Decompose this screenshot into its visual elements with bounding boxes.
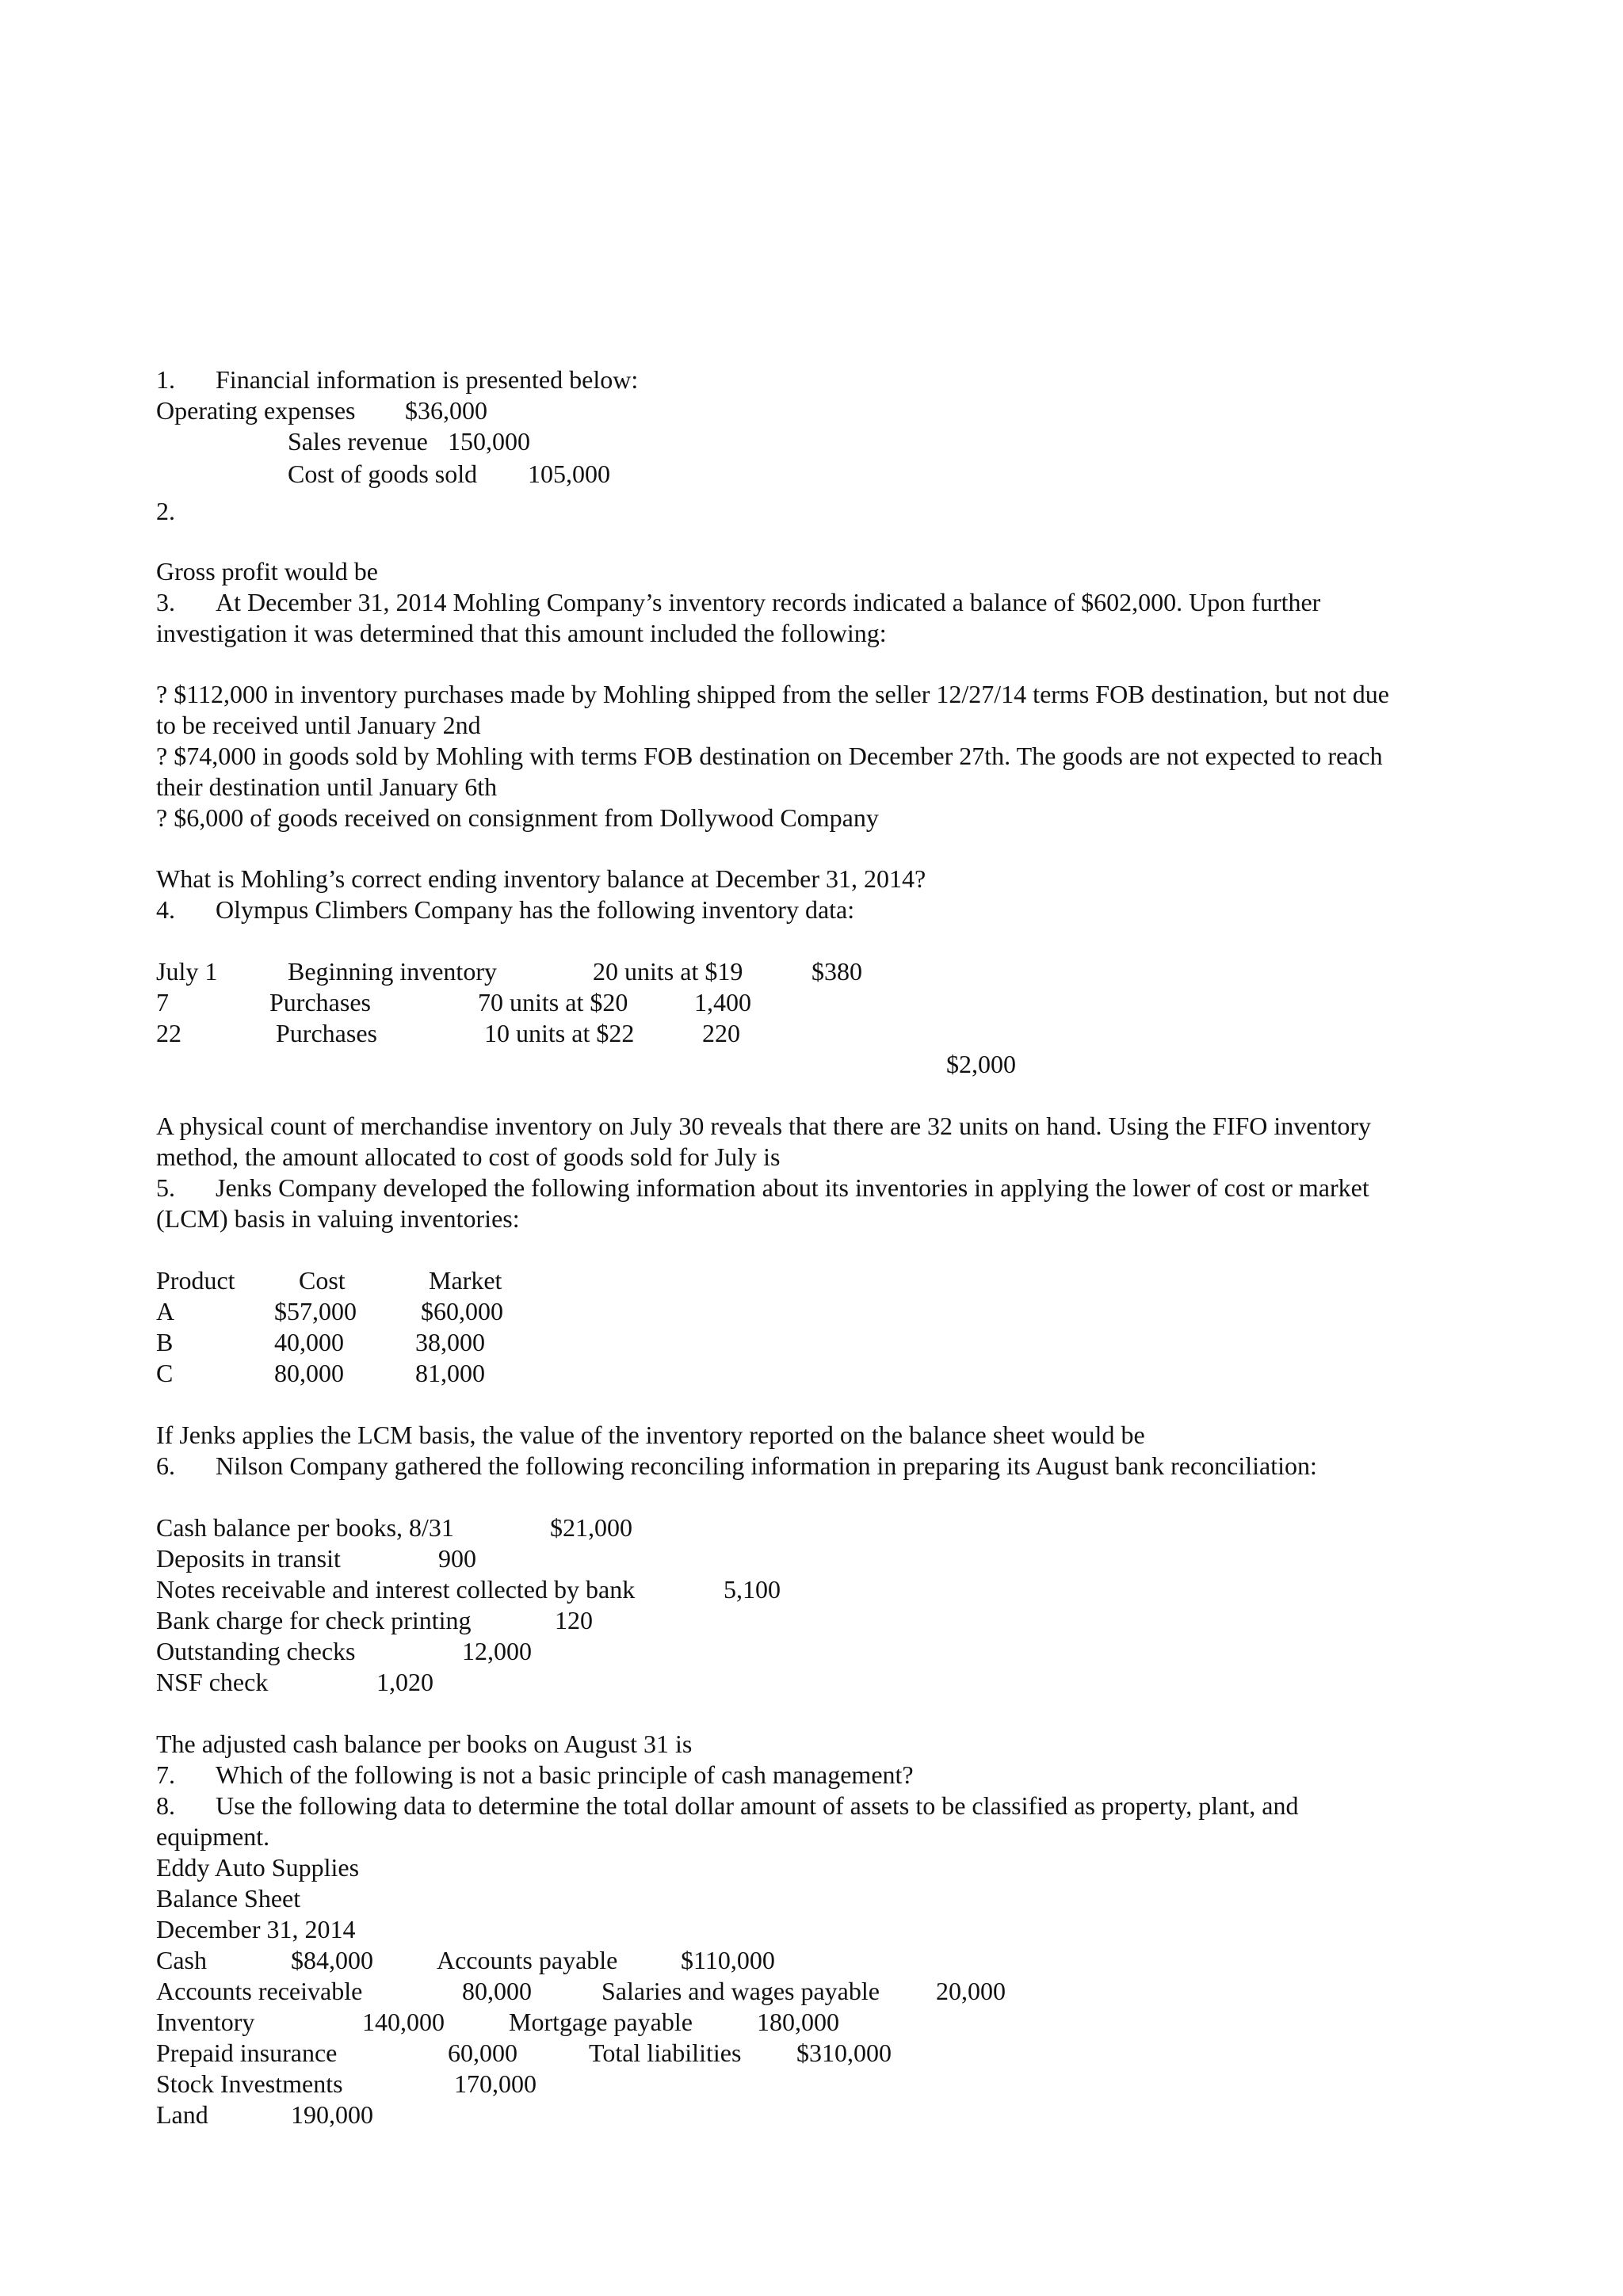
q8-prepaid-insurance-label: Prepaid insurance [156, 2039, 338, 2067]
q3-question: What is Mohling’s correct ending inventory balance at December 31, 2014? [156, 864, 926, 893]
q8-statement: Balance Sheet [156, 1884, 301, 1913]
q1-cogs-value: 105,000 [528, 460, 610, 488]
q6-row1-value: $21,000 [550, 1513, 632, 1542]
q6-row1-label: Cash balance per books, 8/31 [156, 1513, 454, 1542]
q4-question-line2: method, the amount allocated to cost of goods sold for July is [156, 1142, 781, 1171]
q4-row3-amount: 220 [702, 1019, 740, 1047]
q3-bullet1-line1: ? $112,000 in inventory purchases made by Mohling shipped from the seller 12/27/14 terms FOB destination, but not due [156, 680, 1389, 708]
q6-row3-label: Notes receivable and interest collected by bank [156, 1575, 636, 1604]
q5-row-b-cost: 40,000 [274, 1328, 344, 1356]
q5-row-b-product: B [156, 1328, 174, 1356]
q5-row-c-product: C [156, 1359, 174, 1387]
q3-number: 3. [156, 588, 175, 616]
q8-land-value: 190,000 [291, 2100, 373, 2129]
q6-row4-label: Bank charge for check printing [156, 1606, 472, 1634]
q7-text: Which of the following is not a basic principle of cash management? [216, 1760, 914, 1789]
q5-header-cost: Cost [299, 1266, 346, 1295]
q8-accounts-receivable-value: 80,000 [462, 1977, 532, 2005]
q5-row-a-market: $60,000 [421, 1297, 503, 1325]
q6-row3-value: 5,100 [724, 1575, 781, 1604]
q5-row-c-market: 81,000 [415, 1359, 485, 1387]
q5-header-market: Market [429, 1266, 502, 1295]
q1-sales-revenue-value: 150,000 [448, 427, 530, 456]
q4-row2-units: 70 units at $20 [478, 988, 628, 1016]
q8-accounts-payable-label: Accounts payable [437, 1946, 618, 1974]
q6-row5-label: Outstanding checks [156, 1637, 356, 1665]
q4-row3-date: 22 [156, 1019, 181, 1047]
q8-total-liabilities-label: Total liabilities [589, 2039, 742, 2067]
q8-line2: equipment. [156, 1822, 270, 1851]
q6-question: The adjusted cash balance per books on August 31 is [156, 1730, 693, 1758]
q4-text: Olympus Climbers Company has the following inventory data: [216, 895, 855, 924]
q4-question-line1: A physical count of merchandise inventory on July 30 reveals that there are 32 units on hand. Using the FIFO inventory [156, 1112, 1372, 1140]
q5-row-c-cost: 80,000 [274, 1359, 344, 1387]
q4-row1-date: July 1 [156, 957, 218, 986]
q8-cash-label: Cash [156, 1946, 207, 1974]
q8-inventory-value: 140,000 [362, 2008, 445, 2036]
q6-text: Nilson Company gathered the following reconciling information in preparing its August bank reconciliation: [216, 1451, 1317, 1480]
q5-row-a-cost: $57,000 [274, 1297, 357, 1325]
q3-bullet2-line2: their destination until January 6th [156, 772, 498, 801]
q4-row1-amount: $380 [812, 957, 862, 986]
q3-line2: investigation it was determined that this amount included the following: [156, 619, 887, 647]
q8-mortgage-payable-value: 180,000 [757, 2008, 839, 2036]
q5-header-product: Product [156, 1266, 235, 1295]
q5-line1: Jenks Company developed the following information about its inventories in applying the lower of cost or market [216, 1173, 1369, 1202]
q4-row1-units: 20 units at $19 [593, 957, 743, 986]
q8-date: December 31, 2014 [156, 1915, 356, 1943]
q5-number: 5. [156, 1173, 175, 1202]
q4-row2-date: 7 [156, 988, 169, 1016]
q3-line1: At December 31, 2014 Mohling Company’s inventory records indicated a balance of $602,000. Upon further [216, 588, 1321, 616]
q3-bullet3: ? $6,000 of goods received on consignment from Dollywood Company [156, 803, 879, 832]
q5-line2: (LCM) basis in valuing inventories: [156, 1204, 520, 1233]
q6-row2-label: Deposits in transit [156, 1544, 341, 1573]
q7-number: 7. [156, 1760, 175, 1789]
q2-text: Gross profit would be [156, 557, 378, 585]
q8-accounts-payable-value: $110,000 [681, 1946, 775, 1974]
q8-line1: Use the following data to determine the total dollar amount of assets to be classified as property, plant, and [216, 1791, 1299, 1820]
q1-operating-expenses-value: $36,000 [405, 396, 487, 425]
q8-stock-investments-value: 170,000 [454, 2069, 537, 2098]
q6-row4-value: 120 [555, 1606, 593, 1634]
q8-company: Eddy Auto Supplies [156, 1853, 360, 1882]
q6-row6-label: NSF check [156, 1668, 269, 1696]
q8-prepaid-insurance-value: 60,000 [448, 2039, 517, 2067]
q6-row2-value: 900 [438, 1544, 476, 1573]
q1-operating-expenses-label: Operating expenses [156, 396, 356, 425]
q5-row-b-market: 38,000 [415, 1328, 485, 1356]
q4-row2-desc: Purchases [269, 988, 371, 1016]
q8-stock-investments-label: Stock Investments [156, 2069, 343, 2098]
q8-number: 8. [156, 1791, 175, 1820]
q8-land-label: Land [156, 2100, 208, 2129]
q4-row1-desc: Beginning inventory [288, 957, 497, 986]
q8-total-liabilities-value: $310,000 [796, 2039, 892, 2067]
q1-text: Financial information is presented below: [216, 365, 639, 394]
q8-cash-value: $84,000 [291, 1946, 373, 1974]
q4-row2-amount: 1,400 [694, 988, 751, 1016]
q4-row3-desc: Purchases [276, 1019, 377, 1047]
q1-number: 1. [156, 365, 175, 394]
q2-number: 2. [156, 497, 175, 525]
q4-row3-units: 10 units at $22 [484, 1019, 635, 1047]
q5-question: If Jenks applies the LCM basis, the value of the inventory reported on the balance sheet would be [156, 1421, 1145, 1449]
q8-mortgage-payable-label: Mortgage payable [509, 2008, 693, 2036]
q3-bullet1-line2: to be received until January 2nd [156, 711, 481, 739]
q5-row-a-product: A [156, 1297, 175, 1325]
q6-row6-value: 1,020 [376, 1668, 433, 1696]
q1-cogs-label: Cost of goods sold [288, 460, 478, 488]
q3-bullet2-line1: ? $74,000 in goods sold by Mohling with terms FOB destination on December 27th. The goods are not expected to reach [156, 742, 1383, 770]
q6-number: 6. [156, 1451, 175, 1480]
q6-row5-value: 12,000 [462, 1637, 532, 1665]
q4-number: 4. [156, 895, 175, 924]
q8-salaries-payable-value: 20,000 [936, 1977, 1006, 2005]
q8-inventory-label: Inventory [156, 2008, 255, 2036]
q1-sales-revenue-label: Sales revenue [288, 427, 428, 456]
q8-accounts-receivable-label: Accounts receivable [156, 1977, 363, 2005]
q4-total: $2,000 [946, 1050, 1016, 1078]
q8-salaries-payable-label: Salaries and wages payable [601, 1977, 880, 2005]
